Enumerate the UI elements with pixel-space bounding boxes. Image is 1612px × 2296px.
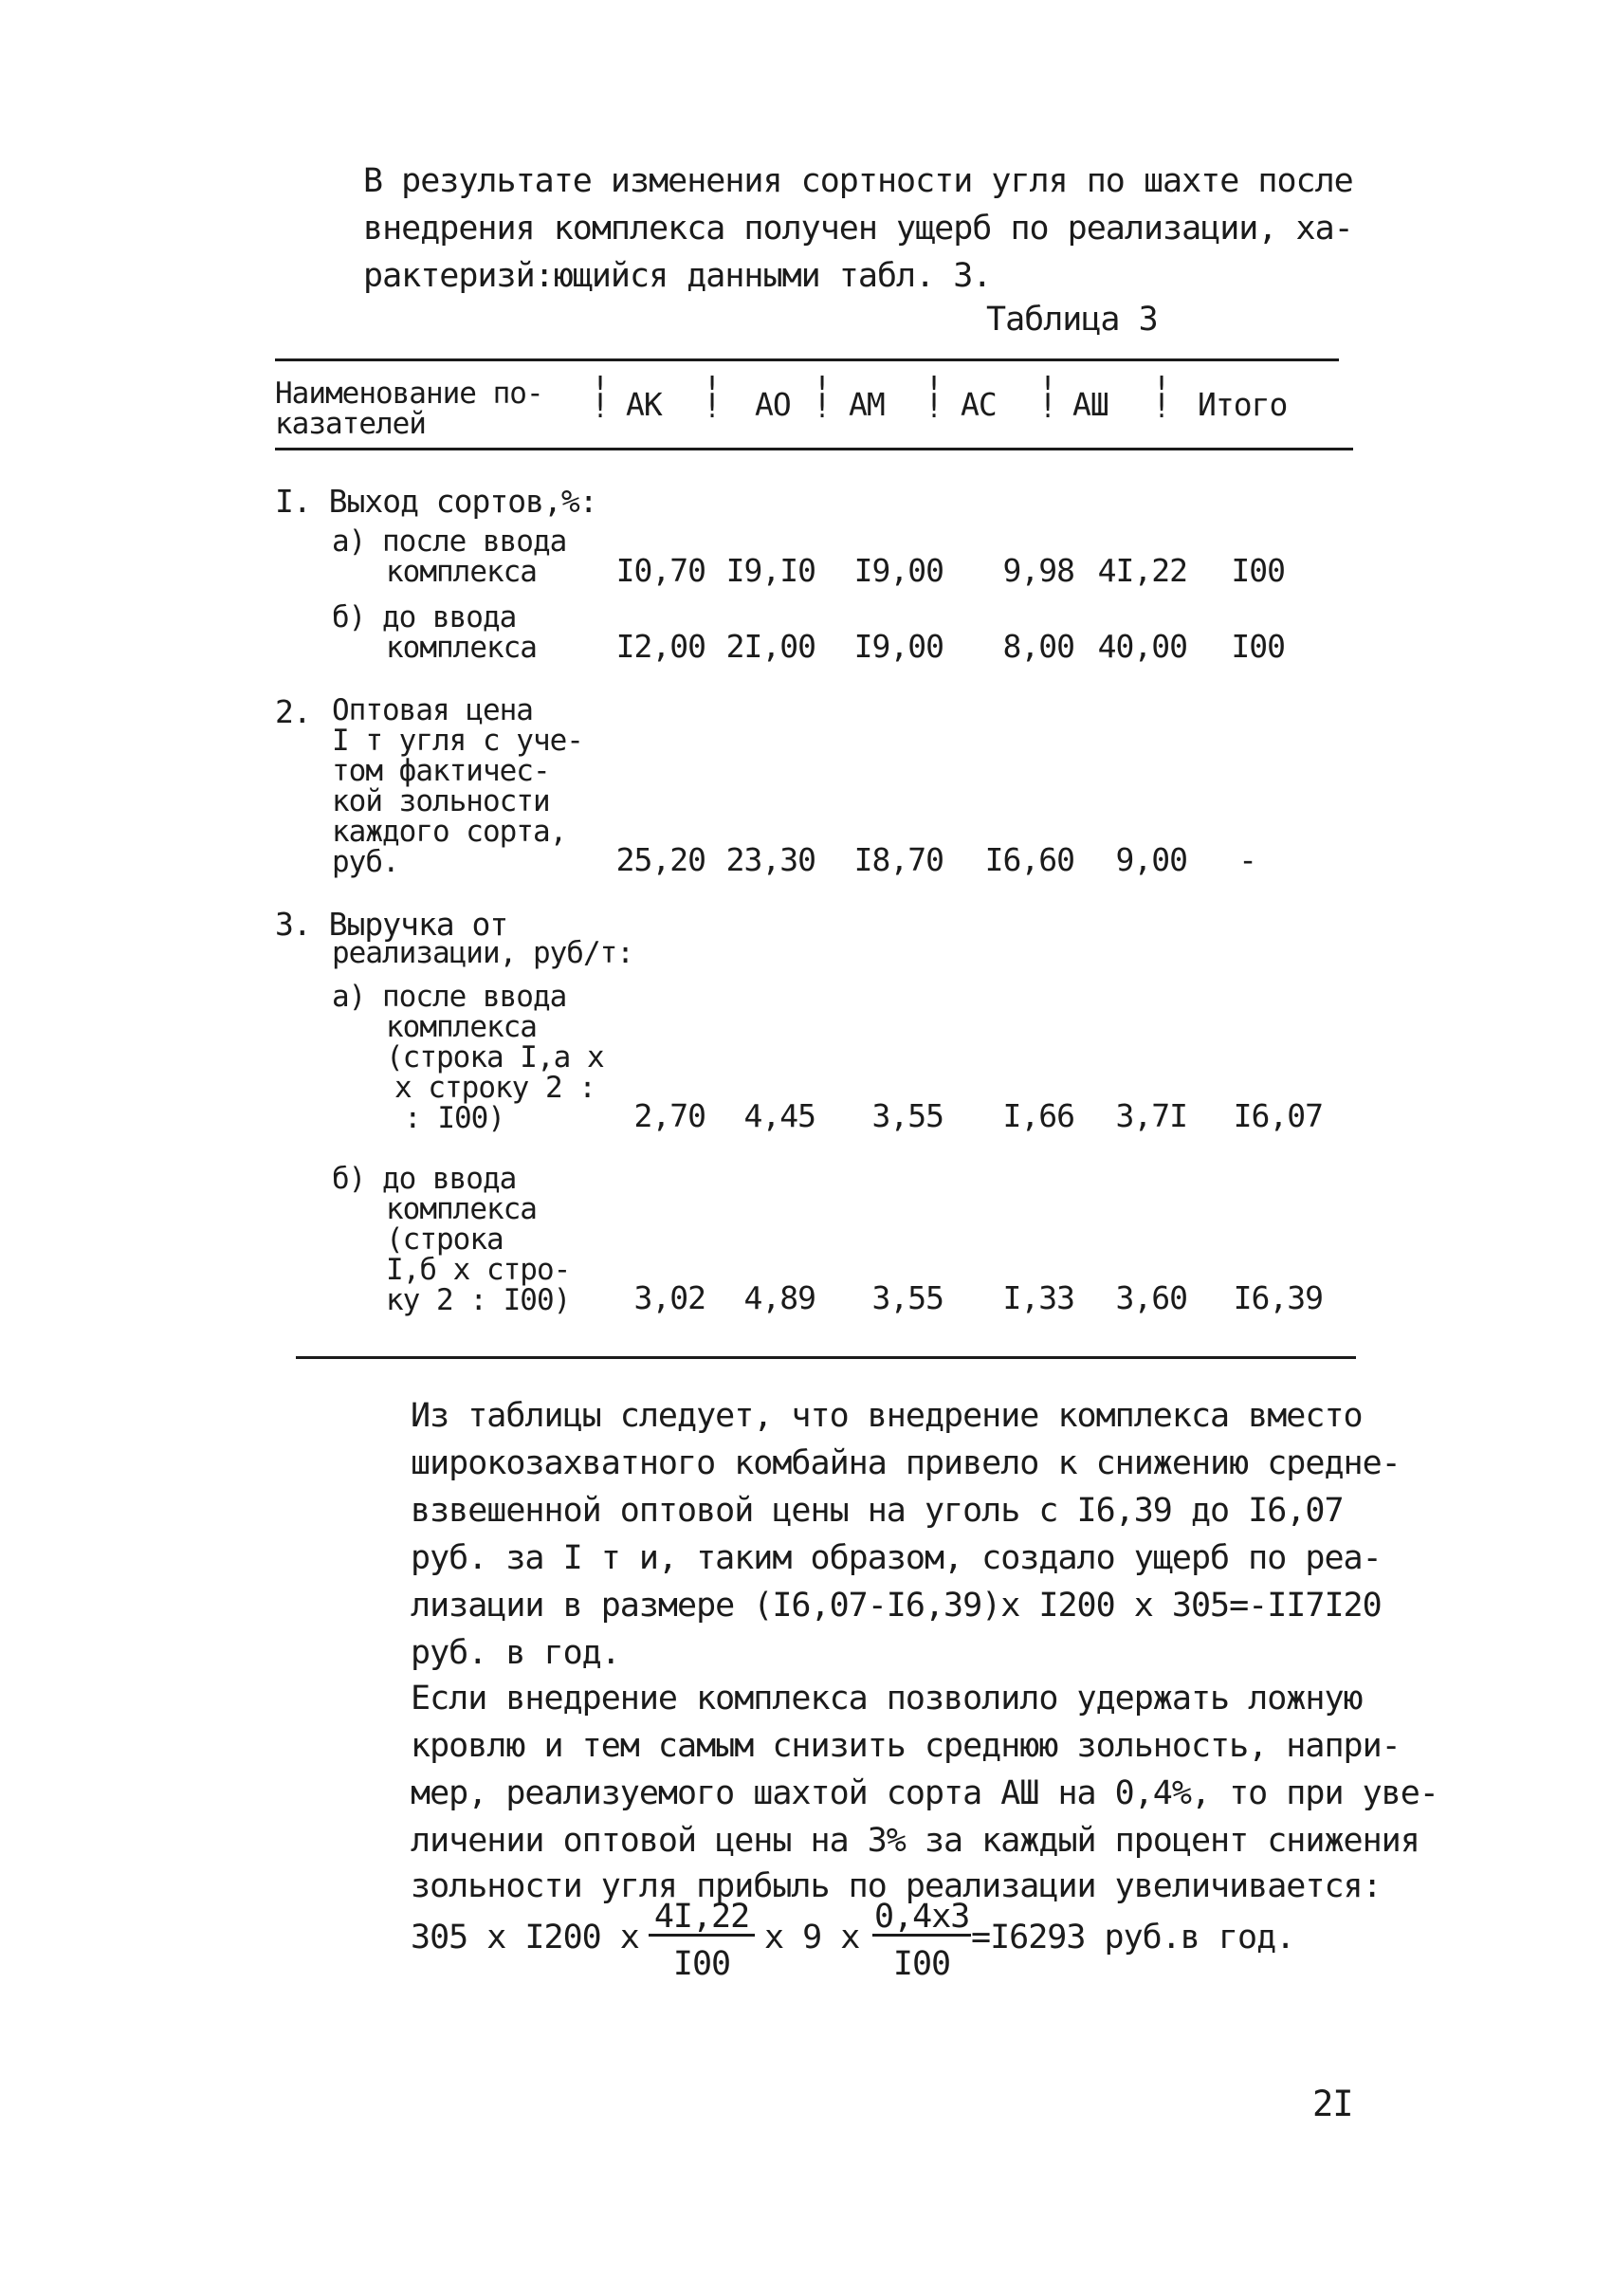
- header-separator: ! !: [704, 371, 722, 425]
- formula-lead: 305 х I200 х: [411, 1919, 639, 1956]
- header-separator: ! !: [1153, 371, 1171, 425]
- column-header-total: Итого: [1198, 386, 1288, 423]
- body-line: зольности угля прибыль по реализации увеличивается:: [411, 1867, 1382, 1905]
- cell-total: I00: [1231, 552, 1285, 589]
- cell-ash: 9,00: [1115, 841, 1187, 878]
- table-header-rule: [275, 448, 1353, 450]
- table-caption: Таблица 3: [986, 301, 1158, 339]
- column-header-as: АС: [961, 386, 997, 423]
- cell-ao: 4,45: [743, 1097, 815, 1134]
- body-line: руб. в год.: [411, 1634, 620, 1672]
- cell-as: I6,60: [984, 841, 1074, 878]
- fraction-numerator: 4I,22: [649, 1901, 755, 1937]
- body-line: взвешенной оптовой цены на уголь с I6,39 до I6,07: [411, 1492, 1344, 1530]
- intro-line: рактеризй:ющийся данными табл. 3.: [363, 257, 992, 295]
- cell-am: I8,70: [853, 841, 943, 878]
- cell-ak: 2,70: [633, 1097, 705, 1134]
- cell-ak: I2,00: [615, 628, 705, 665]
- row-label-line: том фактичес-: [332, 754, 550, 788]
- formula-result: =I6293 руб.в год.: [971, 1919, 1295, 1956]
- header-name-line: Наименование по-: [275, 377, 543, 411]
- row-label-line: каждого сорта,: [332, 815, 567, 849]
- cell-ao: 23,30: [725, 841, 815, 878]
- section-title: 3. Выручка от: [275, 906, 508, 943]
- body-line: кровлю и тем самым снизить среднюю зольность, напри-: [411, 1727, 1401, 1765]
- column-header-am: АМ: [849, 386, 885, 423]
- fraction-denominator: I00: [672, 1945, 731, 1983]
- cell-total: I6,07: [1233, 1097, 1323, 1134]
- row-label-line: : I00): [404, 1101, 504, 1135]
- cell-ak: 3,02: [633, 1279, 705, 1316]
- cell-ak: I0,70: [615, 552, 705, 589]
- cell-as: I,33: [1002, 1279, 1074, 1316]
- row-label-line: б) до ввода: [332, 1162, 517, 1196]
- cell-total: I00: [1231, 628, 1285, 665]
- column-header-ash: АШ: [1072, 386, 1108, 423]
- row-label-line: комплекса: [386, 555, 537, 589]
- row-label-line: руб.: [332, 845, 399, 879]
- body-line: Если внедрение комплекса позволило удержать ложную: [411, 1680, 1363, 1717]
- table-bottom-rule: [296, 1356, 1356, 1359]
- formula-fraction-1: [649, 1898, 755, 1983]
- row-label-line: комплекса: [386, 1010, 537, 1044]
- formula-mid: х 9 х: [764, 1919, 860, 1956]
- page-number: 2I: [1312, 2084, 1353, 2124]
- header-separator: ! !: [925, 371, 943, 425]
- body-line: руб. за I т и, таким образом, создало ущерб по реа-: [411, 1539, 1382, 1577]
- cell-ash: 3,60: [1115, 1279, 1187, 1316]
- cell-total: -: [1238, 841, 1256, 878]
- intro-line: В результате изменения сортности угля по шахте после: [363, 162, 1353, 200]
- intro-line: внедрения комплекса получен ущерб по реализации, ха-: [363, 210, 1353, 248]
- cell-ao: 4,89: [743, 1279, 815, 1316]
- body-line: Из таблицы следует, что внедрение комплекса вместо: [411, 1397, 1363, 1435]
- column-header-ak: АК: [626, 386, 662, 423]
- row-label-line: (строка: [386, 1222, 504, 1257]
- cell-am: I9,00: [853, 628, 943, 665]
- fraction-denominator: I00: [892, 1945, 951, 1983]
- cell-ak: 25,20: [615, 841, 705, 878]
- section-subtitle: реализации, руб/т:: [332, 936, 633, 970]
- row-label-line: а) после ввода: [332, 980, 567, 1014]
- cell-ao: 2I,00: [725, 628, 815, 665]
- body-line: личении оптовой цены на 3% за каждый процент снижения: [411, 1822, 1420, 1860]
- body-line: широкозахватного комбайна привело к снижению средне-: [411, 1444, 1401, 1482]
- cell-ash: 40,00: [1097, 628, 1187, 665]
- row-label-line: б) до ввода: [332, 600, 517, 634]
- row-label-line: Оптовая цена: [332, 693, 533, 727]
- row-label-line: а) после ввода: [332, 524, 567, 559]
- header-separator: ! !: [814, 371, 832, 425]
- cell-am: I9,00: [853, 552, 943, 589]
- cell-am: 3,55: [871, 1279, 943, 1316]
- cell-ao: I9,I0: [725, 552, 815, 589]
- cell-as: 9,98: [1002, 552, 1074, 589]
- section-title: 2.: [275, 693, 311, 730]
- row-label-line: (строка I,а х: [386, 1040, 604, 1075]
- row-label-line: ку 2 : I00): [386, 1283, 571, 1317]
- row-label-line: I,б х стро-: [386, 1253, 571, 1287]
- body-line: мер, реализуемого шахтой сорта АШ на 0,4%, то при уве-: [411, 1774, 1438, 1812]
- row-label-line: х строку 2 :: [394, 1071, 595, 1105]
- cell-ash: 3,7I: [1115, 1097, 1187, 1134]
- cell-ash: 4I,22: [1097, 552, 1187, 589]
- header-separator: ! !: [1039, 371, 1057, 425]
- row-label-line: I т угля с уче-: [332, 724, 583, 758]
- column-header-ao: АО: [755, 386, 791, 423]
- table-top-rule: [275, 358, 1339, 361]
- body-line: лизации в размере (I6,07-I6,39)х I200 х 305=-II7I20: [411, 1587, 1382, 1625]
- row-label-line: кой зольности: [332, 784, 550, 818]
- fraction-numerator: 0,4х3: [874, 1898, 970, 1936]
- cell-as: 8,00: [1002, 628, 1074, 665]
- section-title: I. Выход сортов,%:: [275, 483, 597, 520]
- cell-am: 3,55: [871, 1097, 943, 1134]
- row-label-line: комплекса: [386, 1192, 537, 1226]
- formula-fraction-2: [872, 1898, 971, 1983]
- header-name-line: казателей: [275, 407, 426, 441]
- header-separator: ! !: [592, 371, 610, 425]
- cell-as: I,66: [1002, 1097, 1074, 1134]
- row-label-line: комплекса: [386, 631, 537, 665]
- cell-total: I6,39: [1233, 1279, 1323, 1316]
